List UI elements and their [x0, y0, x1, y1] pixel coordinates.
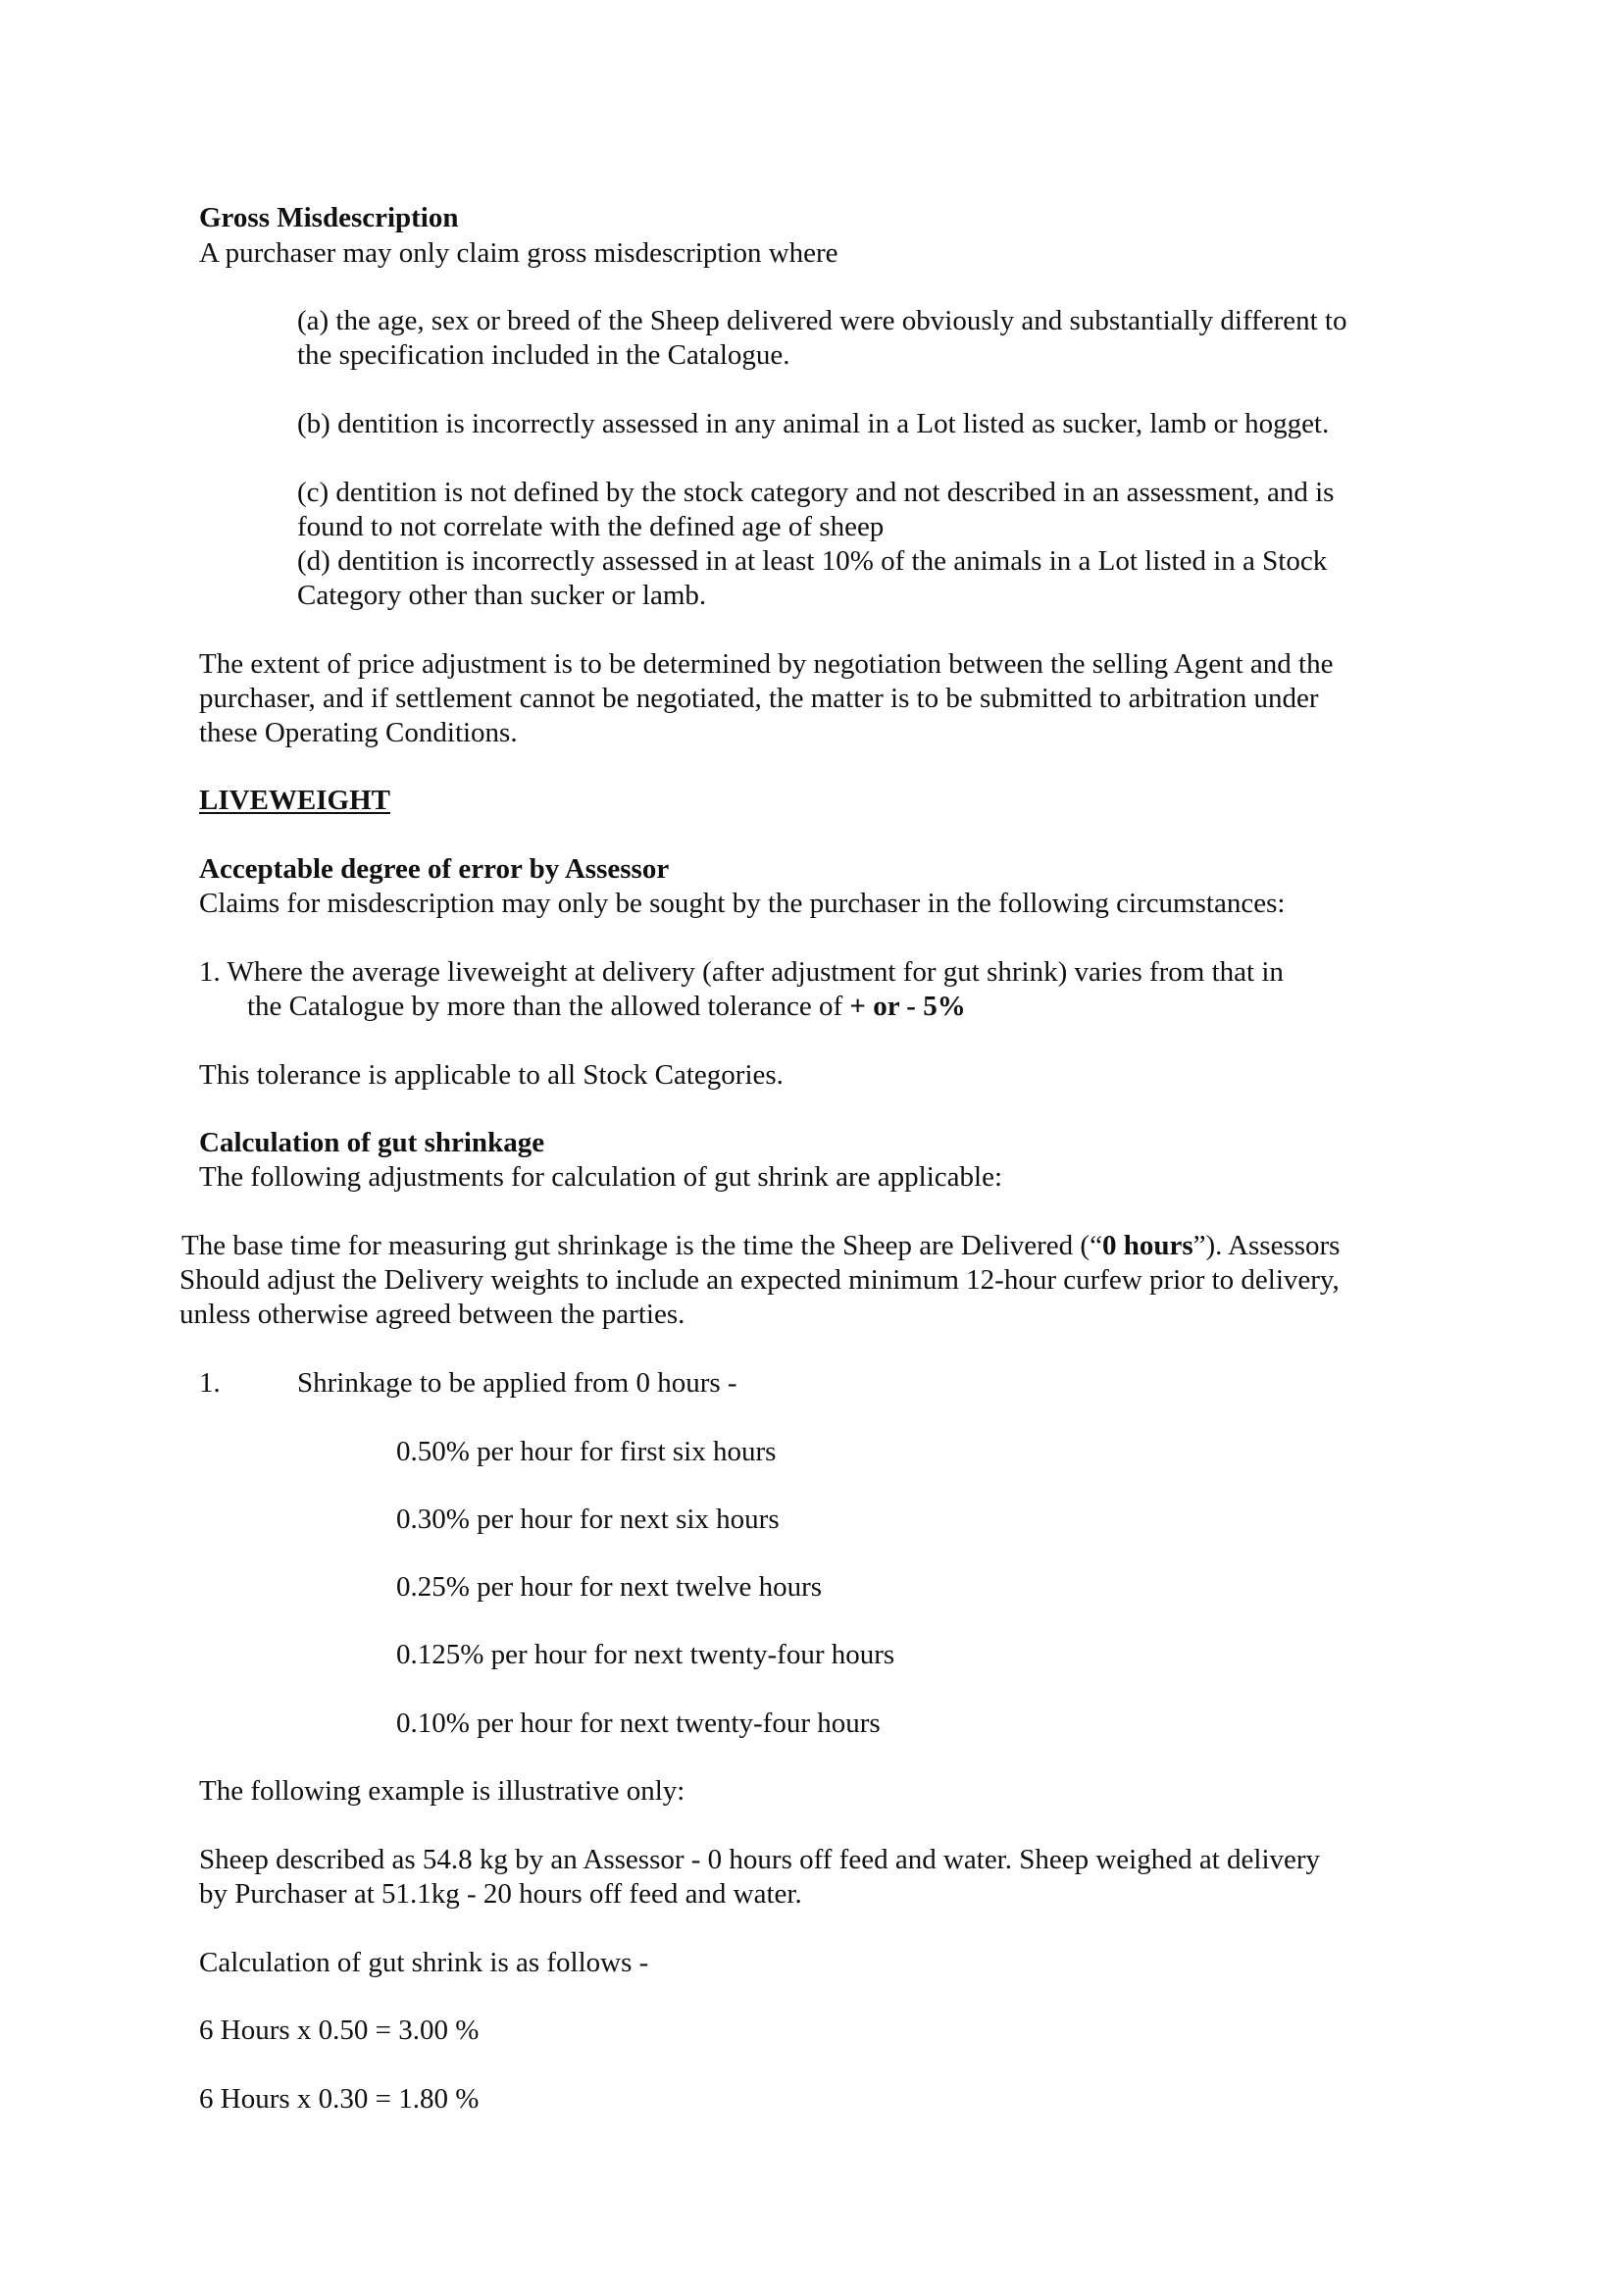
gross-misdescription-intro: A purchaser may only claim gross misdescription where: [199, 237, 838, 269]
gut-shrinkage-heading: Calculation of gut shrinkage: [199, 1127, 545, 1158]
calc-line-2: 6 Hours x 0.30 = 1.80 %: [199, 2083, 480, 2115]
example-line-1: Sheep described as 54.8 kg by an Assessor - 0 hours off feed and water. Sheep weighed at delivery: [199, 1844, 1321, 1875]
shrinkage-list-number: 1.: [199, 1367, 221, 1399]
example-intro: The following example is illustrative only:: [199, 1775, 685, 1807]
clause-a-line-1: (a) the age, sex or breed of the Sheep delivered were obviously and substantially different to: [297, 305, 1347, 336]
clause-c-line-2: found to not correlate with the defined age of sheep: [297, 511, 885, 542]
shrinkage-list-title: Shrinkage to be applied from 0 hours -: [297, 1367, 737, 1399]
clause-d-line-2: Category other than sucker or lamb.: [297, 580, 707, 611]
price-adjustment-line-1: The extent of price adjustment is to be determined by negotiation between the selling Agent and the: [199, 648, 1334, 680]
clause-a-line-2: the specification included in the Catalogue.: [297, 339, 790, 371]
tolerance-text: the Catalogue by more than the allowed tolerance of: [247, 991, 850, 1022]
base-time-post: ”). Assessors: [1192, 1230, 1341, 1261]
error-intro: Claims for misdescription may only be sought by the purchaser in the following circumstances:: [199, 888, 1286, 919]
base-time-line-2: Should adjust the Delivery weights to include an expected minimum 12-hour curfew prior to delivery,: [179, 1264, 1340, 1296]
price-adjustment-line-3: these Operating Conditions.: [199, 717, 518, 748]
error-heading: Acceptable degree of error by Assessor: [199, 853, 670, 885]
clause-c-line-1: (c) dentition is not defined by the stock category and not described in an assessment, and is: [297, 477, 1335, 508]
example-line-2: by Purchaser at 51.1kg - 20 hours off feed and water.: [199, 1878, 802, 1910]
liveweight-item-1-line-1: 1. Where the average liveweight at delivery (after adjustment for gut shrink) varies from that in: [199, 956, 1284, 988]
clause-b: (b) dentition is incorrectly assessed in any animal in a Lot listed as sucker, lamb or hogget.: [297, 408, 1330, 439]
shrink-rate-1: 0.50% per hour for first six hours: [396, 1436, 777, 1467]
base-time-pre: The base time for measuring gut shrinkage is the time the Sheep are Delivered (“: [181, 1230, 1102, 1261]
calc-line-1: 6 Hours x 0.50 = 3.00 %: [199, 2015, 480, 2046]
gross-misdescription-heading: Gross Misdescription: [199, 202, 459, 233]
liveweight-heading: LIVEWEIGHT: [199, 785, 390, 816]
tolerance-note: This tolerance is applicable to all Stock Categories.: [199, 1059, 784, 1091]
calc-intro: Calculation of gut shrink is as follows -: [199, 1947, 649, 1978]
base-time-bold: 0 hours: [1101, 1230, 1193, 1261]
shrink-rate-4: 0.125% per hour for next twenty-four hours: [396, 1639, 895, 1670]
shrink-rate-2: 0.30% per hour for next six hours: [396, 1504, 780, 1535]
base-time-line-1: [181, 1228, 1340, 1263]
gut-shrinkage-intro: The following adjustments for calculation of gut shrink are applicable:: [199, 1161, 1003, 1193]
tolerance-value: + or - 5%: [849, 991, 966, 1022]
shrink-rate-3: 0.25% per hour for next twelve hours: [396, 1571, 823, 1603]
clause-d-line-1: (d) dentition is incorrectly assessed in at least 10% of the animals in a Lot listed in a Stock: [297, 545, 1328, 577]
price-adjustment-line-2: purchaser, and if settlement cannot be negotiated, the matter is to be submitted to arbitration under: [199, 683, 1319, 714]
liveweight-item-1-line-2: [247, 989, 966, 1024]
shrink-rate-5: 0.10% per hour for next twenty-four hours: [396, 1708, 881, 1739]
base-time-line-3: unless otherwise agreed between the parties.: [179, 1299, 685, 1330]
